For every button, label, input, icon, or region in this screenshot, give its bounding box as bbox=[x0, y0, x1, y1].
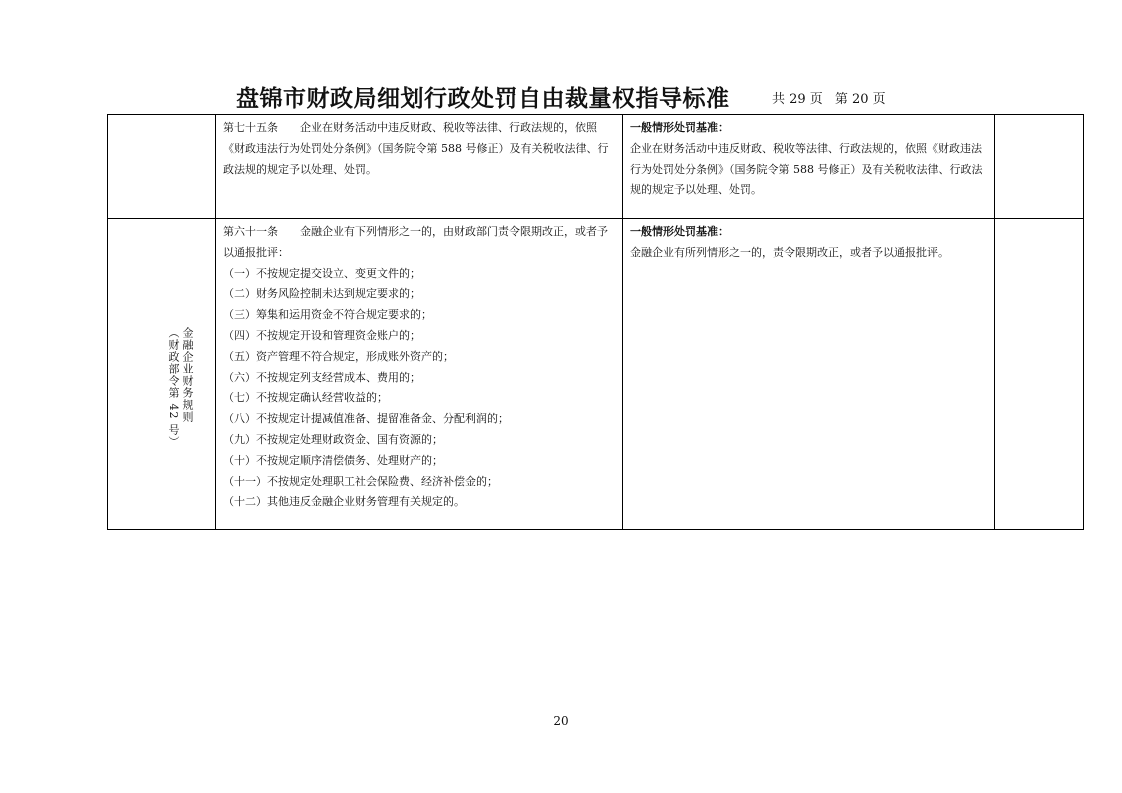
basis-cell bbox=[623, 219, 995, 530]
basis-cell bbox=[623, 115, 995, 219]
list-item: （九）不按规定处理财政资金、国有资源的； bbox=[223, 432, 443, 446]
list-item: （一）不按规定提交设立、变更文件的； bbox=[223, 266, 421, 280]
note-cell bbox=[995, 115, 1084, 219]
basis-title: 一般情形处罚基准： bbox=[630, 225, 729, 238]
list-item: （二）财务风险控制未达到规定要求的； bbox=[223, 287, 421, 301]
page-header bbox=[0, 80, 1122, 112]
current-page: 第 20 页 bbox=[834, 92, 886, 107]
list-item: （十）不按规定顺序清偿债务、处理财产的； bbox=[223, 453, 443, 467]
list-item: （十二）其他违反金融企业财务管理有关规定的。 bbox=[223, 495, 465, 509]
article-intro: 第六十一条 金融企业有下列情形之一的，由财政部门责令限期改正，或者予以通报批评： bbox=[223, 225, 608, 259]
article-cell bbox=[216, 219, 623, 530]
table-row bbox=[108, 219, 1084, 530]
list-item: （八）不按规定计提减值准备、提留准备金、分配利润的； bbox=[223, 412, 509, 426]
article-cell bbox=[216, 115, 623, 219]
list-item: （三）筹集和运用资金不符合规定要求的； bbox=[223, 308, 432, 322]
page-number: 20 bbox=[553, 714, 569, 728]
law-name-vertical bbox=[166, 327, 194, 448]
law-reference: （财政部令第 42 号） bbox=[167, 327, 180, 448]
total-pages: 共 29 页 bbox=[772, 92, 823, 107]
document-title: 盘锦市财政局细划行政处罚自由裁量权指导标准 bbox=[236, 86, 730, 112]
law-name-cell bbox=[108, 115, 216, 219]
law-name-cell bbox=[108, 219, 216, 530]
basis-text: 金融企业有所列情形之一的，责令限期改正，或者予以通报批评。 bbox=[630, 245, 949, 259]
law-name: 金融企业财务规则 bbox=[181, 327, 194, 423]
basis-text: 企业在财务活动中违反财政、税收等法律、行政法规的，依照《财政违法行为处罚处分条例》（国务院令第 588 号修正）及有关税收法律、行政法规的规定予以处理、处罚。 bbox=[630, 141, 983, 197]
list-item: （六）不按规定列支经营成本、费用的； bbox=[223, 370, 421, 384]
list-item: （四）不按规定开设和管理资金账户的； bbox=[223, 328, 421, 342]
basis-title: 一般情形处罚基准： bbox=[630, 121, 729, 134]
article-text: 第七十五条 企业在财务活动中违反财政、税收等法律、行政法规的，依照《财政违法行为处罚处分条例》（国务院令第 588 号修正）及有关税收法律、行政法规的规定予以处理、处罚。 bbox=[223, 121, 609, 176]
table-row bbox=[108, 115, 1084, 219]
list-item: （五）资产管理不符合规定，形成账外资产的； bbox=[223, 349, 454, 363]
note-cell bbox=[995, 219, 1084, 530]
list-item: （七）不按规定确认经营收益的； bbox=[223, 391, 388, 405]
standards-table bbox=[107, 114, 1084, 530]
page-info bbox=[772, 88, 890, 107]
list-item: （十一）不按规定处理职工社会保险费、经济补偿金的； bbox=[223, 474, 498, 488]
